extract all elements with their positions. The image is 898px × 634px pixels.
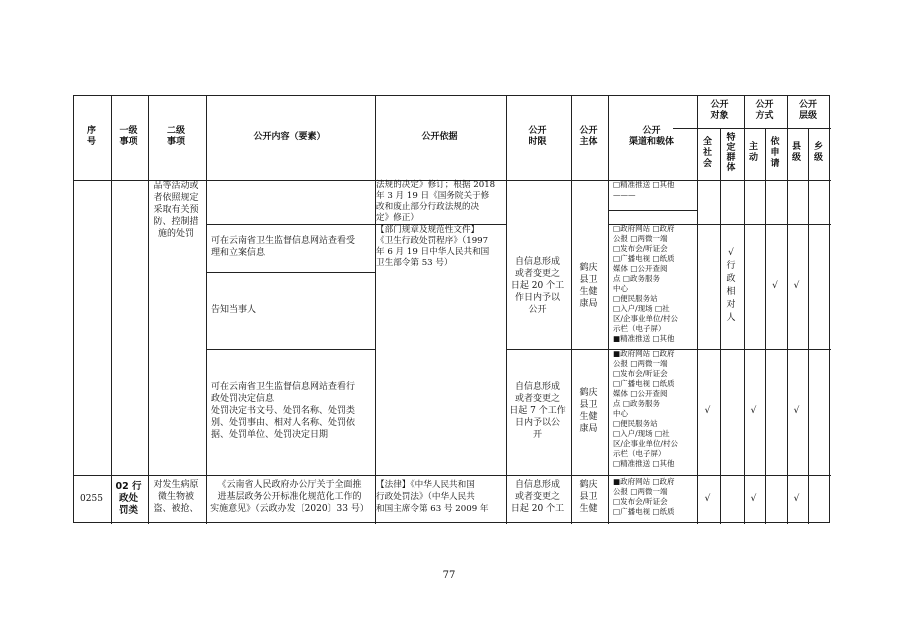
channel-list: ■政府网站 □政府 公报 □两微一端 □发布会/听证会 □广播电视 □纸质 媒体 □公开查阅 点 □政务服务 中心 □便民服务站 □入户/现场 □社 区/企事业单位/村公 示栏（电子屏） □精准推送 □其他: [613, 349, 679, 468]
header-specific-group: 特 定 群 体: [726, 133, 736, 173]
header-content: 公开内容（要素）: [253, 131, 326, 142]
subject-health-bureau: 鹤庆 县卫 生健 康局: [579, 388, 598, 434]
time-limit-20: 自信息形成 或者变更之 日起 20 个工: [510, 480, 565, 514]
header-method: 公开 方式: [755, 100, 774, 121]
on-request-mark: √: [772, 280, 778, 291]
header-on-request: 依 申 请: [770, 136, 780, 169]
active-mark: √: [750, 493, 757, 504]
county-mark: √: [793, 280, 800, 291]
header-subject: 公开 主体: [579, 126, 598, 147]
subject-health-bureau: 鹤庆 县卫 生健 康局: [579, 262, 598, 309]
header-channel: 公开 渠道和载体: [628, 126, 674, 147]
time-limit-20: 自信息形成 或者变更之 日起 20 个工 作日内予以 公开: [510, 256, 565, 315]
content-penalty-decision: 可在云南省卫生监督信息网站查看行 政处罚决定信息 处罚决定书文号、处罚名称、处罚类 别、处罚事由、相对人名称、处罚依 据、处罚单位、处罚决定日期: [211, 382, 356, 440]
header-basis: 公开依据: [421, 131, 458, 142]
page-number: 77: [442, 570, 456, 581]
row-seq: 0255: [80, 493, 103, 504]
subject-health-bureau: 鹤庆 县卫 生健: [579, 480, 598, 514]
specific-group-mark: √ 行 政 相 对 人: [726, 247, 736, 323]
level2-item: 对发生病原 微生物被 盗、被抢、: [153, 480, 199, 514]
basis-cont: 法规的决定》修订；根据 2018 年 3 月 19 日《国务院关于修 改和废止部分行政法规的决 定》修正）: [376, 180, 496, 223]
content-acceptance: 可在云南省卫生监督信息网站查看受 理和立案信息: [211, 236, 356, 258]
all-society-mark: √: [704, 406, 711, 416]
level1-item: 02 行 政处 罚类: [115, 480, 142, 516]
channel-list: ■政府网站 □政府 公报 □两微一端 □发布会/听证会 □广播电视 □纸质: [613, 477, 675, 516]
header-level2: 二级 事项: [166, 126, 185, 147]
level2-item-cont: 品等活动或 者依照规定 采取有关预 防、控制措 施的处罚: [153, 181, 199, 239]
header-target: 公开 对象: [710, 100, 729, 121]
county-mark: √: [793, 493, 800, 504]
channel-list: □政府网站 □政府 公报 □两微一端 □发布会/听证会 □广播电视 □纸质 媒体 □公开查阅 点 □政务服务 中心 □便民服务站 □入户/现场 □社 区/企事业单位/村公 示栏（电子屏） ■精准推送 □其他: [613, 224, 679, 343]
channel-cont: □精准推送 □其他 ———: [613, 180, 675, 199]
header-seq: 序 号: [86, 126, 96, 147]
header-active: 主 动: [748, 142, 758, 163]
header-tier: 公开 层级: [798, 100, 817, 121]
header-all-society: 全 社 会: [702, 136, 712, 169]
all-society-mark: √: [704, 493, 711, 504]
header-level1: 一级 事项: [119, 126, 138, 147]
county-mark: √: [793, 406, 800, 416]
basis-law: 【法律】《中华人民共和国 行政处罚法》（中华人民共 和国主席令第 63 号 2009 年: [376, 480, 489, 514]
time-limit-7: 自信息形成 或者变更之 日起 7 个工作 日内予以公 开: [509, 382, 566, 440]
header-time-limit: 公开 时限: [528, 126, 547, 147]
header-county: 县 级: [791, 142, 801, 163]
content-basis-doc: 《云南省人民政府办公厅关于全面推 进基层政务公开标准化规范化工作的 实施意见》（云政办发〔2020〕33 号）: [210, 480, 369, 514]
header-township: 乡 级: [813, 142, 823, 163]
content-notify: 告知当事人: [211, 304, 257, 315]
basis-dept-rules: 【部门规章及规范性文件】 《卫生行政处罚程序》（1997 年 6 月 19 日中华人民共和国 卫生部令第 53 号）: [376, 225, 490, 268]
active-mark: √: [750, 406, 757, 416]
col-divider: [808, 128, 809, 524]
